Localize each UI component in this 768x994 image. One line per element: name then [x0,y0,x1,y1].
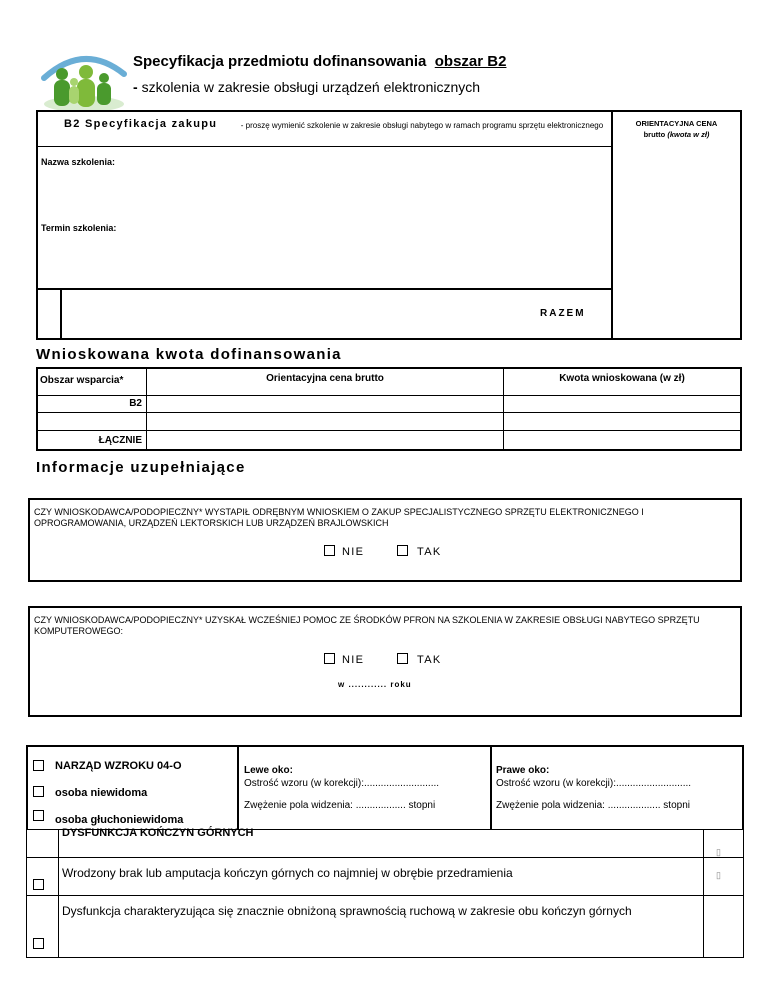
limb-congenital-label: Wrodzony brak lub amputacja kończyn górnych co najmniej w obrębie przedramienia [62,866,513,880]
sight-checkbox[interactable] [33,760,44,771]
sight-col-line-1 [237,747,239,829]
limbs-row-line-2 [27,895,743,896]
request-row-line-1 [38,412,740,413]
right-eye-acuity[interactable]: Ostrość wzoru (w korekcji):........................... [496,778,692,789]
deafblind-checkbox[interactable] [33,810,44,821]
limb-dysfunction-checkbox[interactable] [33,938,44,949]
q1-no-checkbox[interactable] [324,545,335,556]
limbs-row-line-1 [27,857,743,858]
training-date-label: Termin szkolenia: [41,223,117,233]
deafblind-label: osoba głuchoniewidoma [55,814,184,826]
limbs-col-line-1 [58,830,59,957]
q2-yes-label: TAK [417,654,442,666]
blind-checkbox[interactable] [33,786,44,797]
spec-total-divider [38,288,611,290]
q2-no-checkbox[interactable] [324,653,335,664]
col-estimated-price: Orientacyjna cena brutto [266,373,384,384]
q1-no-label: NIE [342,546,365,558]
logo-icon [38,48,130,114]
placeholder-icon: ▯ [716,847,721,857]
q2-yes-checkbox[interactable] [397,653,408,664]
placeholder-icon: ▯ [716,870,721,880]
spec-header-divider [38,146,613,147]
limb-dysfunction-label: Dysfunkcja charakteryzująca się znacznie obniżoną sprawnością ruchową w zakresie obu kończyn górnych [62,904,632,918]
request-heading: Wnioskowana kwota dofinansowania [36,346,342,363]
q1-yes-checkbox[interactable] [397,545,408,556]
q2-no-label: NIE [342,654,365,666]
training-name-label: Nazwa szkolenia: [41,157,116,167]
limb-congenital-checkbox[interactable] [33,879,44,890]
question-2-text: CZY WNIOSKODAWCA/PODOPIECZNY* UZYSKAŁ WCZEŚNIEJ POMOC ZE ŚRODKÓW PFRON NA SZKOLENIA W ZAKRESIE OBSŁUGI NABYTEGO SPRZĘTU KOMPUTEROWEGO: [34,615,700,636]
spec-heading: B2 Specyfikacja zakupu [64,118,218,130]
price-column-header: ORIENTACYJNA CENA brutto (kwota w zł) [635,119,718,139]
info-heading: Informacje uzupełniające [36,459,246,476]
left-eye-acuity[interactable]: Ostrość wzoru (w korekcji):........................... [244,778,440,789]
total-label: RAZEM [540,308,586,319]
right-eye-label: Prawe oko: [496,765,550,776]
request-header-line [38,395,740,396]
spec-table [36,110,742,340]
left-eye-label: Lewe oko: [244,765,293,776]
col-support-area: Obszar wsparcia* [40,375,124,386]
left-eye-field[interactable]: Zwężenie pola widzenia: .................. stopni [244,800,436,811]
q2-year-field[interactable]: w ............ roku [338,680,412,689]
spec-hint: - proszę wymienić szkolenie w zakresie obsługi nabytego w ramach programu sprzętu elektronicznego [240,121,604,130]
question-1-text: CZY WNIOSKODAWCA/PODOPIECZNY* WYSTAPIŁ ODRĘBNYM WNIOSKIEM O ZAKUP SPECJALISTYCZNEGO SPRZĘTU ELEKTRONICZNEGO I OPROGRAMOWANIA, URZĄDZEŃ LEKTORSKICH LUB URZĄDZEŃ BRAJLOWSKICH [34,507,644,528]
q1-yes-label: TAK [417,546,442,558]
spec-price-divider [611,112,613,338]
limbs-heading: DYSFUNKCJA KOŃCZYN GÓRNYCH [62,827,254,839]
row-total-label: ŁĄCZNIE [98,435,142,446]
request-row-line-2 [38,430,740,431]
sight-col-line-2 [490,747,492,829]
blind-label: osoba niewidoma [55,787,148,799]
spec-total-left-cell [38,290,62,338]
sight-label: NARZĄD WZROKU 04-O [55,760,182,772]
page-subtitle: - szkolenia w zakresie obsługi urządzeń elektronicznych [133,79,481,95]
row-b2-label: B2 [129,398,142,409]
col-requested-amount: Kwota wnioskowana (w zł) [559,373,685,384]
page-title: Specyfikacja przedmiotu dofinansowania obszar B2 [133,53,507,70]
right-eye-field[interactable]: Zwężenie pola widzenia: ................... stopni [496,800,690,811]
limbs-table [26,829,744,958]
limbs-col-line-2 [703,830,704,957]
